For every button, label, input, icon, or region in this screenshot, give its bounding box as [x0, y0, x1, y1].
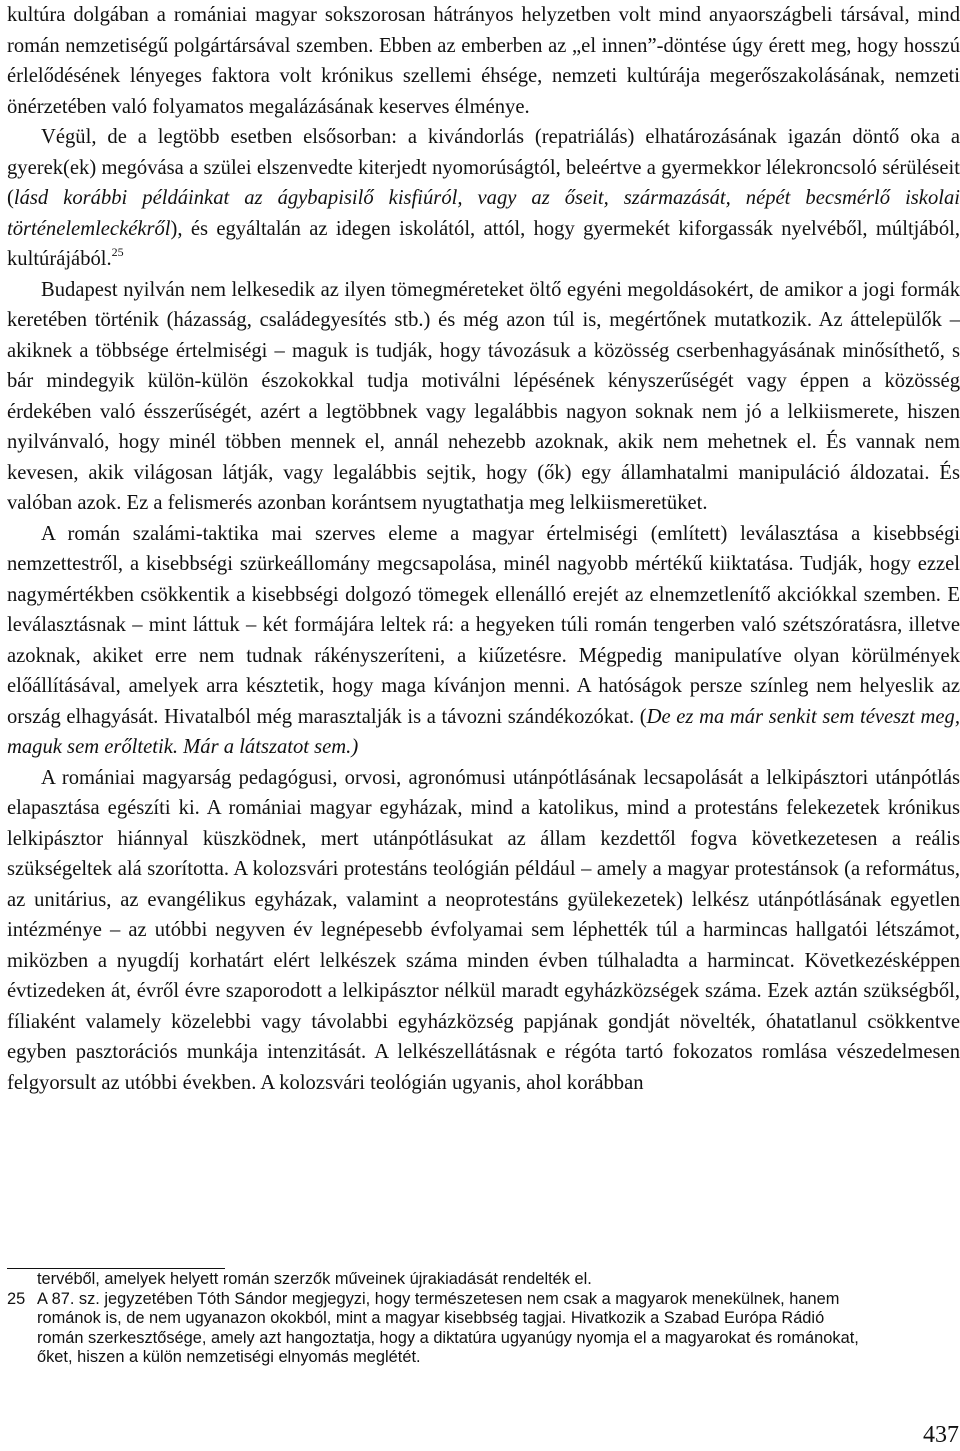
footnote-25-line-1: [7, 1290, 960, 1310]
footnotes: [7, 1270, 960, 1368]
footnote-25-text-1: A 87. sz. jegyzetében Tóth Sándor megjegyzi, hogy természetesen nem csak a magyarok menekülnek, hanem: [37, 1289, 840, 1308]
paragraph-1-text: kultúra dolgában a romániai magyar sokszorosan hátrányos helyzetben volt mind anyaországbeli társával, mind román nemzetiségű polgártársával szemben. Ebben az emberben az „el innen”-döntése úgy érett meg, hogy hosszú érlelődésének lényeges faktora volt krónikus szellemi éhsége, nemzeti kultúrája megerőszakolásának, nemzeti önérzetében való folyamatos megalázásának keserves élménye.: [7, 4, 960, 118]
paragraph-5: [7, 763, 960, 1099]
paragraph-4-italic-text: De ez ma már senkit sem téveszt meg, maguk sem erőltetik. Már a látszatot sem.): [7, 705, 960, 758]
paragraph-3: [7, 275, 960, 519]
footnote-25-line-4: őket, hiszen a külön nemzetiségi elnyomás meglétét.: [37, 1348, 421, 1367]
page-number: 437: [923, 1422, 959, 1448]
paragraph-5-text: A romániai magyarság pedagógusi, orvosi, agronómusi utánpótlásának lecsapolását a lelkipásztori utánpótlás elapasztása egészíti ki. A romániai magyar egyházak, mind a katolikus, mind a protestáns felekezetek krónikus lelkipásztor hiánnyal küszködnek, mert utánpótlásukat az állam kezdettől fogva következetesen a reális szükségeltek alá szorította. A kolozsvári protestáns teológián például – amely a magyar protestánsok (a református, az unitárius, az evangélikus egyházak, valamint a neoprotestáns gyülekezetek) lelkész utánpótlásának egyetlen intézménye – az utóbbi negyven év legnépesebb évfolyamai sem léphették túl a harmincas hallgatói létszámot, miközben a nyugdíj korhatárt elért lelkészek száma minden évben túlhaladta a harmincat. Következésképpen évtizedeken át, évről évre szaporodott a lelkipásztor nélkül maradt egyházközségek száma. Ezek aztán szükségből, fíliaként valamely közelebbi vagy távolabbi egyházközség papjának gondját növelték, óhatatlanul csökkentve egyben pasztorációs munkája intenzitását. A lelkészellátásnak e régóta tartó fokozatos romlása vészedelmesen felgyorsult az utóbbi években. A kolozsvári teológián ugyanis, ahol korábban: [7, 766, 960, 1094]
paragraph-3-text: Budapest nyilván nem lelkesedik az ilyen tömegméreteket öltő egyéni megoldásokért, de amikor a jogi formák keretében történik (házasság, családegyesítés stb.) és még azon túl is, megértőnek mutatkozik. Az áttelepülők – akiknek a többsége értelmiségi – maguk is tudják, hogy távozásuk a közösség cserbenhagyásának minősíthető, s bár mindegyik külön-külön észokokkal tudja motiválni lépésének kényszerűségét vagy éppen a közösség érdekében való ésszerűségét, azért a legtöbbnek vagy legalábbis nagyon soknak nem jó a lelkiismerete, hiszen nyilvánvaló, hogy minél többen mennek el, annál nehezebb azoknak, akik nem mehetnek el. És vannak nem kevesen, akik világosan látják, vagy legalábbis sejtik, hogy (ők) egy államhatalmi manipuláció áldozatai. És valóban azok. Ez a felismerés azonban korántsem nyugtathatja meg lelkiismeretüket.: [7, 278, 960, 514]
paragraph-2: [7, 122, 960, 275]
paragraph-2-italic-text: lásd korábbi példáinkat az ágybapisilő kisfiúról, vagy az őseit, származását, népét becsmérlő iskolai történelemleckékről: [7, 187, 960, 240]
footnote-25-line-3: román szerkesztősége, amely azt hangoztatja, hogy a diktatúra ugyanúgy nyomja el a magyarokat és románokat,: [37, 1328, 859, 1347]
footnote-25-line-2: románok is, de nem ugyanazon okokból, mint a magyar kisebbség tagjai. Hivatkozik a Szabad Európa Rádió: [37, 1309, 825, 1328]
footnote-continuation: tervéből, amelyek helyett román szerzők műveinek újrakiadását rendelték el.: [37, 1270, 592, 1288]
page-body: [7, 0, 960, 1098]
paragraph-4-text: A román szalámi-taktika mai szerves eleme a magyar értelmiségi (említett) leválasztása a kisebbségi nemzettestről, a kisebbségi szürkeállomány megcsapolása, minél nagyobb mértékű kiiktatása. Tudják, hogy ezzel nagymértékben csökkentik a kisebbségi dolgozó tömegek ellenálló erejét az elnemzetlenítő akciókkal szemben. E leválasztásnak – mint láttuk – két formájára leltek rá: a hegyeken túli román tengerben való szétszóratásra, illetve azoknak, akiket erre nem tudnak rákényszeríteni, a kiűzetésre. Mégpedig manipulatíve olyan körülmények előállításával, amelyek arra késztetik, hogy maga kívánjon menni. A hatóságok persze színleg nem helyeslik az ország elhagyását. Hivatalból még marasztalják is a távozni szándékozókat. (: [7, 522, 960, 728]
footnote-separator: [7, 1268, 225, 1269]
paragraph-4: [7, 519, 960, 763]
paragraph-1: [7, 0, 960, 122]
paragraph-2-text-b: ), és egyáltalán az idegen iskolától, attól, hogy gyermekét kiforgassák nyelvéből, múltjából, kultúrájából.: [7, 217, 960, 270]
footnote-number: 25: [7, 1289, 26, 1308]
paragraph-2-text-a: Végül, de a legtöbb esetben elsősorban: a kivándorlás (repatriálás) elhatározásának igazán döntő oka a gyerek(ek) megóvása a szülei elszenvedte kiterjedt nyomorúságtól, beleértve a gyermekkor lélekroncsoló sérüléseit (: [7, 126, 960, 209]
footnote-reference-25: 25: [111, 245, 124, 259]
